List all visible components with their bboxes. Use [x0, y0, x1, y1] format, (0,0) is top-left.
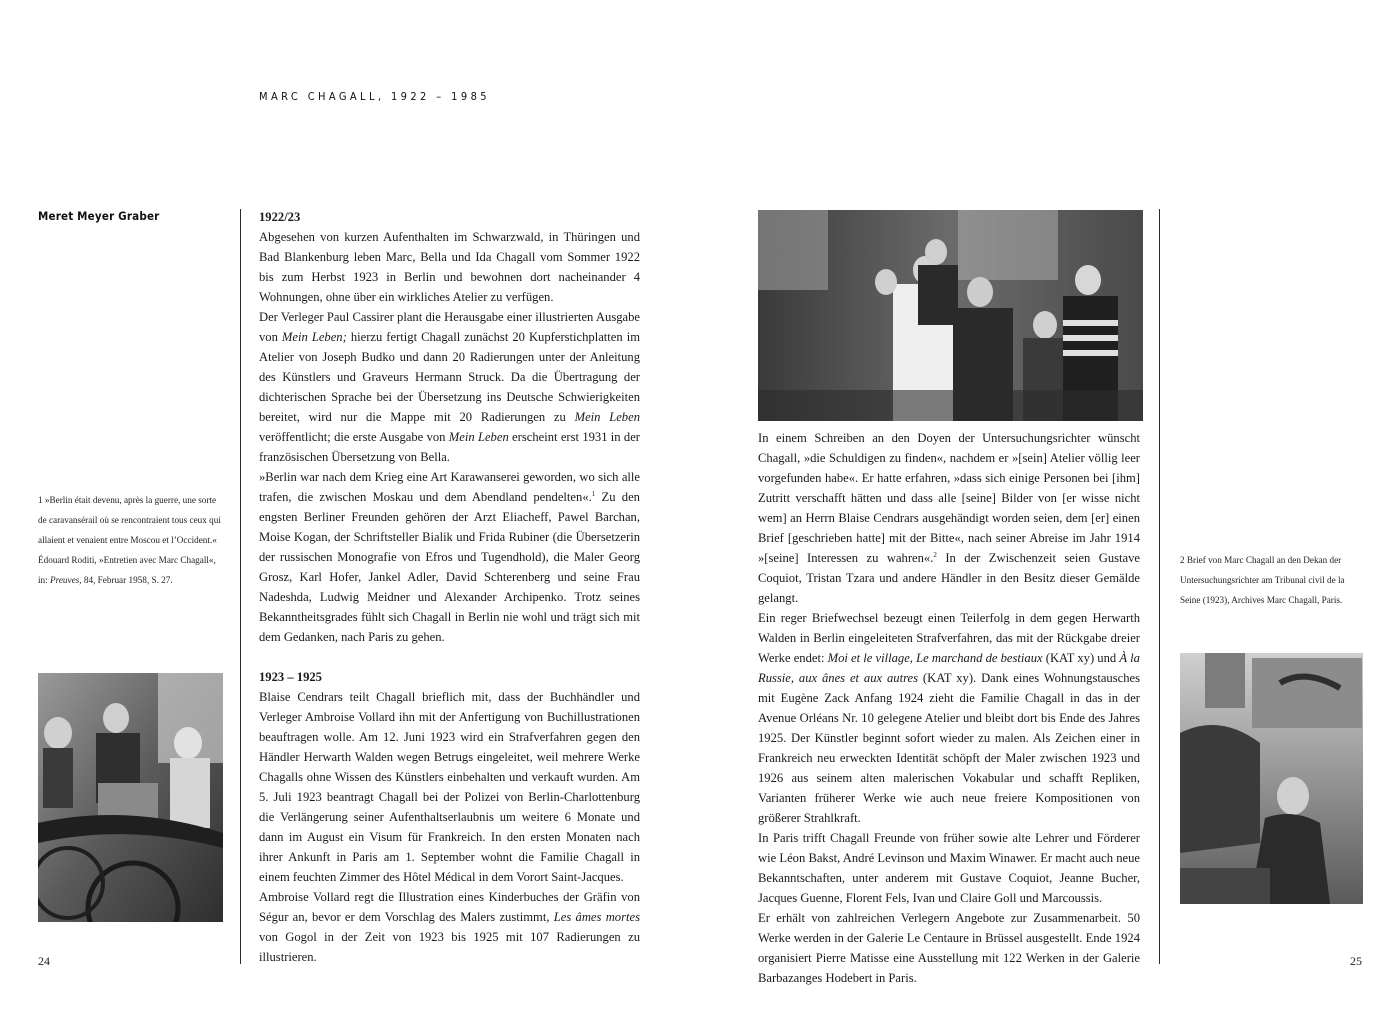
right-text-column	[758, 428, 1140, 988]
paragraph: »Berlin war nach dem Krieg eine Art Karawanserei geworden, wo sich alle trafen, die zwischen Moskau und dem Abendland pendelten«.$^1$ Zu den engsten Berliner Freunden gehören der Arzt Eliacheff, Pawel Barchan, Moise Kogan, der Schriftsteller Bialik und Frida Rubiner (die Übersetzerin der russischen Monografie von Efros und Tugendhold), die Maler Georg Grosz, Karl Hofer, Jankel Adler, David Schterenberg und seine Frau Nadeshda, Ludwig Meidner und Alexander Archipenko. Trotz seines Bekanntheitsgrades fühlt sich Chagall in Berlin nie wohl und trägt sich mit dem Gedanken, nach Paris zu gehen.	[259, 470, 640, 644]
page-number-left: 24	[38, 954, 50, 968]
section-heading-1923: 1923 – 1925	[259, 670, 322, 684]
photo-portrait	[1180, 653, 1363, 904]
footnote-ref-1: 1	[591, 490, 596, 498]
author-name: Meret Meyer Graber	[38, 209, 160, 223]
left-text-column	[259, 207, 640, 967]
photo-carriage-image	[38, 673, 223, 922]
paragraph: Der Verleger Paul Cassirer plant die Herausgabe einer illustrierten Ausgabe von Mein Leben; hierzu fertigt Chagall zunächst 20 Kupferstichplatten im Atelier von Joseph Budko und dann 20 Radierungen unter der Anleitung des Künstlers und Graveurs Hermann Struck. Da die Übertragung der dichterischen Sprache bei der Übersetzung ins Deutsche Schwierigkeiten bereitet, wird nur die Mappe mit 20 Radierungen zu Mein Leben veröffentlicht; die erste Ausgabe von Mein Leben erscheint erst 1931 in der französischen Übersetzung von Bella.	[259, 310, 641, 464]
photo-portrait-image	[1180, 653, 1363, 904]
footnote-1: 1 »Berlin était devenu, après la guerre, une sorte de caravansérail où se rencontraient tous ceux qui allaient et venaient entre Moscou et l’Occident.« Édouard Roditi, »Entretien avec Marc Chagall«, in: Preuves, 84, Februar 1958, S. 27.	[38, 495, 221, 585]
column-rule-right	[1159, 209, 1160, 964]
footnote-2: 2 Brief von Marc Chagall an den Dekan der Untersuchungsrichter am Tribunal civil de la Seine (1923), Archives Marc Chagall, Paris.	[1180, 555, 1345, 605]
paragraph: Abgesehen von kurzen Aufenthalten im Schwarzwald, in Thüringen und Bad Blankenburg leben Marc, Bella und Ida Chagall vom Sommer 1922 bis zum Herbst 1923 in Berlin und bewohnen dort nacheinander 4 Wohnungen, ohne über ein wirkliches Atelier zu verfügen.	[259, 230, 640, 304]
column-rule-left	[240, 209, 241, 964]
paragraph: Blaise Cendrars teilt Chagall brieflich mit, dass der Buchhändler und Verleger Ambroise Vollard ihn mit der Anfertigung von Buchillustrationen beauftragen wolle. Am 12. Juni 1923 wird ein Strafverfahren gegen den Händler Herwarth Walden wegen Betrugs eingeleitet, weil mehrere Werke Chagalls ohne Wissen des Künstlers einbehalten und verkauft wurden. Am 5. Juli 1923 beantragt Chagall bei der Polizei von Berlin-Charlottenburg die Verlängerung seiner Aufenthaltserlaubnis um weitere 6 Monate und dann im August ein Visum für Frankreich. In den ersten Monaten nach ihrer Ankunft in Paris am 1. September wohnt die Familie Chagall in einem feuchten Zimmer des Hôtel Médical in dem Vorort Saint-Jacques.	[259, 690, 640, 884]
paragraph: Ambroise Vollard regt die Illustration eines Kinderbuches der Gräfin von Ségur an, bevor er dem Vorschlag des Malers zustimmt, Les âmes mortes von Gogol in der Zeit von 1923 bis 1925 mit 107 Radierungen zu illustrieren.	[259, 890, 640, 964]
paragraph: In Paris trifft Chagall Freunde von früher sowie alte Lehrer und Förderer wie Léon Bakst, André Levinson und Maxim Winawer. Er macht auch neue Bekanntschaften, unter anderem mit Gustave Coquiot, Jeanne Bucher, Jacques Guenne, Florent Fels, Ivan und Claire Goll und Marcoussis.	[758, 831, 1140, 905]
photo-group	[758, 210, 1143, 421]
photo-group-image	[758, 210, 1143, 421]
page-number-right: 25	[1350, 954, 1362, 968]
photo-carriage	[38, 673, 223, 922]
section-heading-1922: 1922/23	[259, 210, 301, 224]
running-title: MARC CHAGALL, 1922 – 1985	[259, 90, 490, 103]
footnote-ref-2: 2	[933, 551, 937, 559]
paragraph: Ein reger Briefwechsel bezeugt einen Teilerfolg in dem gegen Herwarth Walden in Berlin eingeleiteten Strafverfahren, das mit der Rückgabe dreier Werke endet: Moi et le village, Le marchand de bestiaux (KAT xy) und À la Russie, aux ânes et aux autres (KAT xy). Dank eines Wohnungstausches mit Eugène Zack Anfang 1924 zieht die Familie Chagall in das in der Avenue Orléans Nr. 10 gelegene Atelier und bleibt dort bis Ende des Jahres 1925. Der Künstler beginnt sofort wieder zu malen. Als Zeichen einer in Frankreich neu erweckten Identität schöpft der Maler zwischen 1923 und 1926 aus seinem alten malerischen Vokabular und schafft Repliken, Varianten früherer Werke wie auch neue freiere Kompositionen von größerer Strahlkraft.	[758, 611, 1141, 825]
paragraph: Er erhält von zahlreichen Verlegern Angebote zur Zusammenarbeit. 50 Werke werden in der Galerie Le Centaure in Brüssel ausgestellt. Ende 1924 organisiert Pierre Matisse eine Ausstellung mit 122 Werken in der Galerie Barbazanges Hodebert in Paris.	[758, 911, 1140, 985]
paragraph: In einem Schreiben an den Doyen der Untersuchungsrichter wünscht Chagall, »die Schuldigen zu finden«, nachdem er »[sein] Atelier völlig leer vorgefunden habe«. Er hatte erfahren, »dass sich einige Personen bei [ihm] Zutritt verschafft hätten und dass alle [seine] Bilder von [er wisse nicht wem] an Herrn Blaise Cendrars ausgehändigt worden seien, dem [er] einen Brief [geschrieben hatte] mit der Bitte«, nach seiner Abreise im Jahr 1914 »[seine] Interessen zu wahren«.$^2$ In der Zwischenzeit seien Gustave Coquiot, Tristan Tzara und andere Händler in den Besitz dieser Gemälde gelangt.	[758, 431, 1140, 605]
